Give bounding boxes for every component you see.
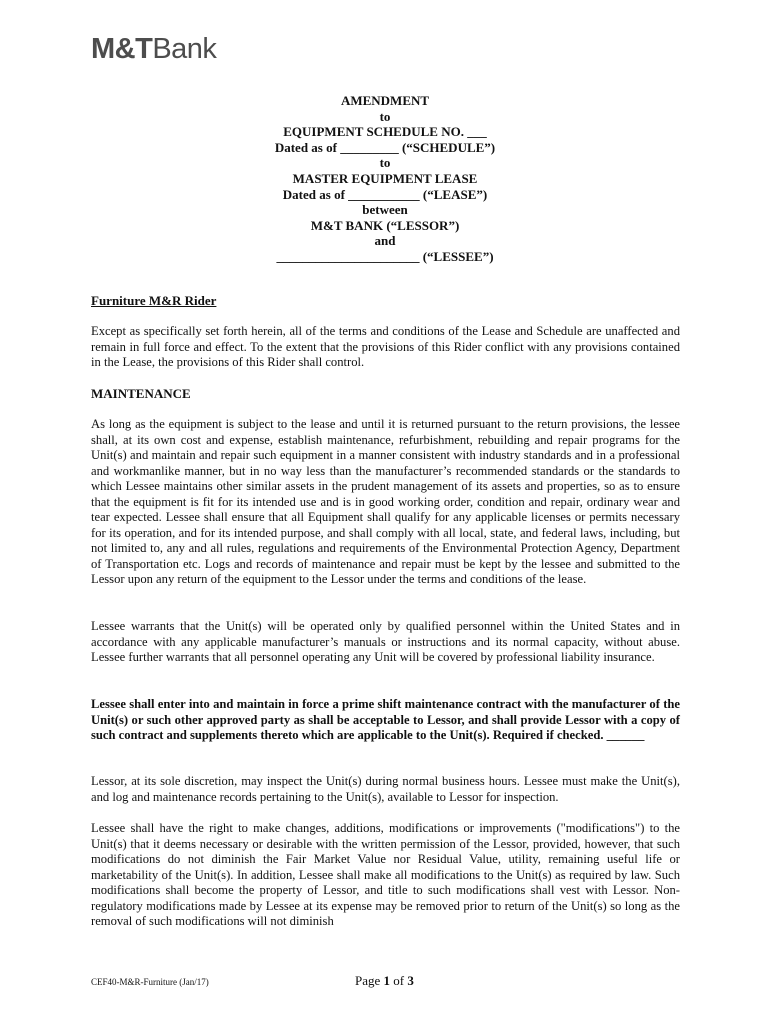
form-code: CEF40-M&R-Furniture (Jan/17) <box>91 977 209 987</box>
maintenance-heading: MAINTENANCE <box>91 386 191 401</box>
title-line: MASTER EQUIPMENT LEASE <box>292 170 478 186</box>
page-total: 3 <box>407 973 414 988</box>
title-line: Dated as of _________ (“SCHEDULE”) <box>274 139 496 155</box>
title-line: Dated as of ___________ (“LEASE”) <box>282 186 488 202</box>
intro-paragraph: Except as specifically set forth herein, all of the terms and conditions of the Lease and Schedule are unaffected and remain in full force and effect. To the extent that the provisions of this Rider conflict with any provisions contained in the Lease, the provisions of this Rider shall control. <box>91 324 680 370</box>
page-number <box>355 973 414 989</box>
rider-heading: Furniture M&R Rider <box>91 293 217 308</box>
maintenance-contract-paragraph: Lessee shall enter into and maintain in force a prime shift maintenance contract with the manufacturer of the Unit(s) or such other approved party as shall be acceptable to Lessor, and shall provide Lessor with a copy of such contract and supplements thereto which are applicable to the Unit(s). Required if checked. ______ <box>91 697 680 743</box>
page-of: of <box>393 973 405 988</box>
title-line: between <box>362 202 408 218</box>
title-line: to <box>379 108 391 124</box>
title-line: and <box>374 233 396 249</box>
logo-bank-text: Bank <box>152 33 217 65</box>
mt-bank-logo <box>91 34 216 64</box>
page-current: 1 <box>383 973 391 988</box>
warranty-paragraph: Lessee warrants that the Unit(s) will be operated only by qualified personnel within the United States and in accordance with any applicable manufacturer’s manuals or instructions and its normal capacity, without abuse. Lessee further warrants that all personnel operating any Unit will be covered by professional liability insurance. <box>91 619 680 665</box>
title-line: ______________________ (“LESSEE”) <box>276 248 494 264</box>
maintenance-paragraph: As long as the equipment is subject to the lease and until it is returned pursuant to the return provisions, the lessee shall, at its own cost and expense, establish maintenance, refurbishment, rebuilding and repair programs for the Unit(s) and maintain and repair such equipment in a manner consistent with industry standards and in a professional and workmanlike manner, but in no way less than the manufacturer’s recommended standards or the standards to which Lessee maintains other similar assets in the prudent management of its assets and properties, so as to ensure that the equipment is fit for its intended use and is in good working order, condition and repair, ordinary wear and tear expected. Lessee shall ensure that all Equipment shall qualify for any applicable licenses or permits necessary for its operation, and for its intended purpose, and shall comply with all local, state, and federal laws, including, but not limited to, any and all rules, regulations and requirements of the Environmental Protection Agency, Department of Transportation etc. Logs and records of maintenance and repair must be kept by the lessee and submitted to the Lessor upon any return of the equipment to the Lessor under the terms and conditions of the lease. <box>91 417 680 587</box>
logo-mt-text: M&T <box>91 33 153 65</box>
title-line: M&T BANK (“LESSOR”) <box>310 217 460 233</box>
page-word: Page <box>355 973 381 988</box>
title-line: to <box>379 155 391 171</box>
title-line: AMENDMENT <box>340 93 430 108</box>
title-line: EQUIPMENT SCHEDULE NO. ___ <box>283 124 487 140</box>
modifications-paragraph: Lessee shall have the right to make changes, additions, modifications or improvements ("modifications") to the Unit(s) that it deems necessary or desirable with the written permission of the Lessor, provided, however, that such modifications do not diminish the Fair Market Value nor Residual Value, utility, remaining useful life or marketability of the Unit(s). In addition, Lessee shall make all modifications to the Unit(s) as required by law. Such modifications shall become the property of Lessor, and title to such modifications shall vest with Lessor. Non-regulatory modifications made by Lessee at its expense may be removed prior to return of the Unit(s) so long as the removal of such modifications will not diminish <box>91 821 680 929</box>
inspection-paragraph: Lessor, at its sole discretion, may inspect the Unit(s) during normal business hours. Lessee must make the Unit(s), and log and maintenance records pertaining to the Unit(s), available to Lessor for inspection. <box>91 774 680 804</box>
document-title-block <box>90 93 680 265</box>
